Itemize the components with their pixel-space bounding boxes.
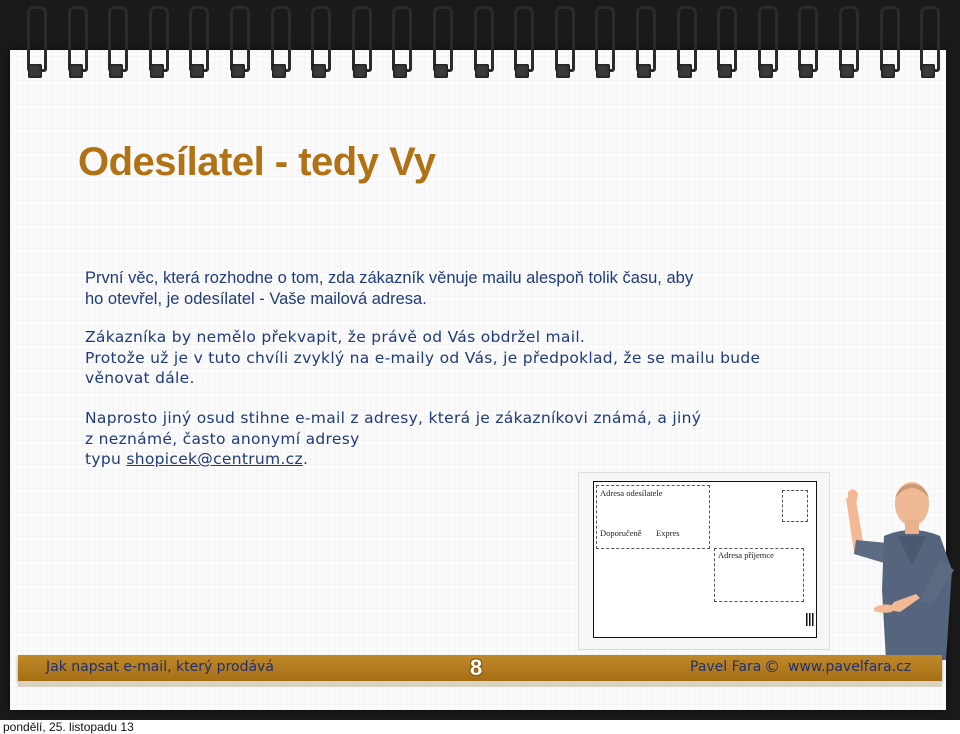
binding-ring-icon	[351, 6, 369, 80]
binding-ring-icon	[635, 6, 653, 80]
binding-ring-icon	[67, 6, 85, 80]
paragraph-customer	[85, 327, 845, 389]
footer-bar	[18, 655, 942, 681]
binding-ring-icon	[229, 6, 247, 80]
paragraph-line: věnovat dále.	[85, 369, 195, 387]
binding-ring-icon	[188, 6, 206, 80]
binding-ring-icon	[554, 6, 572, 80]
recipient-label: Adresa příjemce	[718, 550, 774, 560]
spiral-binding	[0, 0, 960, 90]
binding-ring-icon	[797, 6, 815, 80]
footer-title: Jak napsat e-mail, který prodává	[46, 659, 274, 675]
paragraph-line: První věc, která rozhodne o tom, zda zákazník věnuje mailu alespoň tolik času, aby	[85, 269, 694, 287]
slide-title: Odesílatel - tedy Vy	[78, 140, 436, 184]
binding-ring-icon	[432, 6, 450, 80]
stamp-box	[782, 490, 808, 522]
binding-ring-icon	[919, 6, 937, 80]
binding-ring-icon	[26, 6, 44, 80]
binding-ring-icon	[270, 6, 288, 80]
binding-ring-icon	[473, 6, 491, 80]
paragraph-line: Naprosto jiný osud stihne e-mail z adresy, která je zákazníkovi známá, a jiný	[85, 409, 702, 427]
sender-label: Adresa odesílatele	[600, 488, 663, 498]
paragraph-line: z neznámé, často anonymí adresy	[85, 429, 360, 448]
binding-ring-icon	[838, 6, 856, 80]
footer-website[interactable]: www.pavelfara.cz	[788, 659, 912, 675]
presenter-photo	[828, 470, 960, 660]
envelope-illustration	[578, 472, 830, 650]
link-suffix: .	[302, 450, 309, 468]
paragraph-address	[85, 408, 845, 470]
binding-ring-icon	[879, 6, 897, 80]
binding-ring-icon	[148, 6, 166, 80]
link-prefix: typu	[85, 450, 127, 468]
email-link[interactable]: shopicek@centrum.cz	[126, 450, 303, 468]
binding-ring-icon	[310, 6, 328, 80]
date-caption-bar	[0, 720, 960, 734]
barcode-icon	[806, 613, 814, 626]
date-caption: pondělí, 25. listopadu 13	[3, 720, 134, 734]
recommended-label: Doporučeně	[600, 528, 642, 538]
footer-author: Pavel Fara	[690, 659, 762, 675]
binding-ring-icon	[594, 6, 612, 80]
binding-ring-icon	[107, 6, 125, 80]
binding-ring-icon	[513, 6, 531, 80]
copyright-icon: ©	[764, 657, 780, 676]
footer-shadow-strip	[18, 681, 942, 687]
binding-ring-icon	[391, 6, 409, 80]
paragraph-sender	[85, 268, 845, 309]
binding-ring-icon	[676, 6, 694, 80]
express-label: Expres	[656, 528, 680, 538]
paragraph-line: ho otevřel, je odesílatel - Vaše mailová adresa.	[85, 289, 427, 308]
paragraph-line	[85, 449, 845, 470]
binding-ring-icon	[757, 6, 775, 80]
paragraph-line: Protože už je v tuto chvíli zvyklý na e-maily od Vás, je předpoklad, že se mailu bude	[85, 348, 761, 367]
binding-ring-icon	[716, 6, 734, 80]
paragraph-line: Zákazníka by nemělo překvapit, že právě od Vás obdržel mail.	[85, 328, 586, 346]
envelope-frame	[593, 481, 817, 638]
page-number: 8	[470, 655, 483, 680]
